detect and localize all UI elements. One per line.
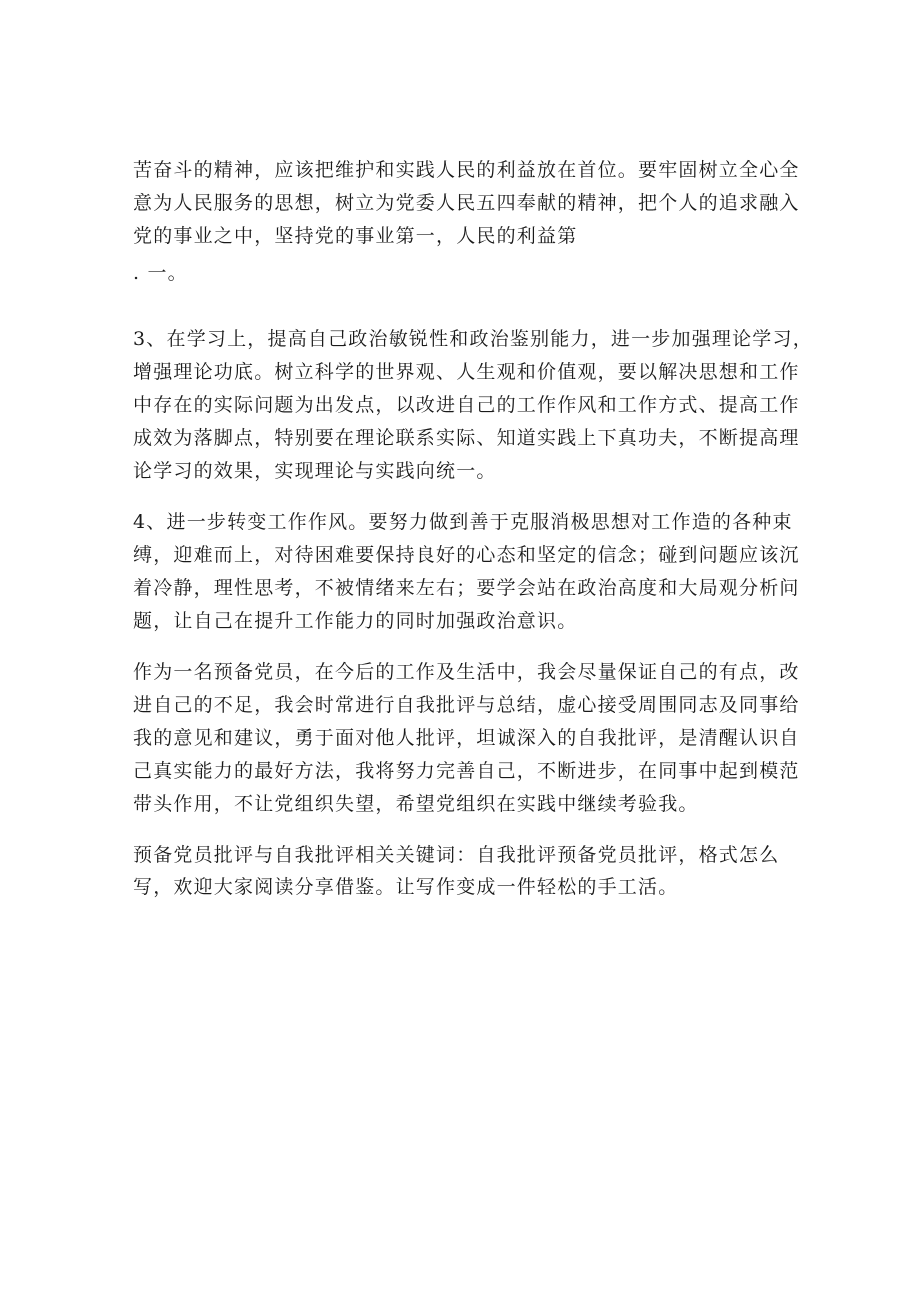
- paragraph-fragment: . 一。: [133, 262, 188, 284]
- paragraph-work-style: 4、进一步转变工作作风。要努力做到善于克服消极思想对工作造的各种束缚，迎难而上，对待困难要保持良好的心态和坚定的信念；碰到问题应该沉着冷静，理性思考，不被情绪来左右；要学会站在政治高度和大局观分析问题，让自己在提升工作能力的同时加强政治意识。: [133, 511, 800, 632]
- paragraph-keywords: 预备党员批评与自我批评相关关键词：自我批评预备党员批评，格式怎么写，欢迎大家阅读分享借鉴。让写作变成一件轻松的手工活。: [133, 844, 780, 898]
- paragraph-commitment: 作为一名预备党员，在今后的工作及生活中，我会尽量保证自己的有点，改进自己的不足，我会时常进行自我批评与总结，虚心接受周围同志及同事给我的意见和建议，勇于面对他人批评，坦诚深入的自我批评，是清醒认识自己真实能力的最好方法，我将努力完善自己，不断进步，在同事中起到模范带头作用，不让党组织失望，希望党组织在实践中继续考验我。: [133, 661, 800, 815]
- paragraph-study: 3、在学习上，提高自己政治敏锐性和政治鉴别能力，进一步加强理论学习，增强理论功底。树立科学的世界观、人生观和价值观，要以解决思想和工作中存在的实际问题为出发点，以改进自己的工作作风和工作方式、提高工作成效为落脚点，特别要在理论联系实际、知道实践上下真功夫，不断提高理论学习的效果，实现理论与实践向统一。: [133, 328, 813, 482]
- document-body: [133, 154, 813, 903]
- paragraph-service-spirit: 苦奋斗的精神，应该把维护和实践人民的利益放在首位。要牢固树立全心全意为人民服务的思想，树立为党委人民五四奉献的精神，把个人的追求融入党的事业之中，坚持党的事业第一，人民的利益第: [133, 159, 800, 247]
